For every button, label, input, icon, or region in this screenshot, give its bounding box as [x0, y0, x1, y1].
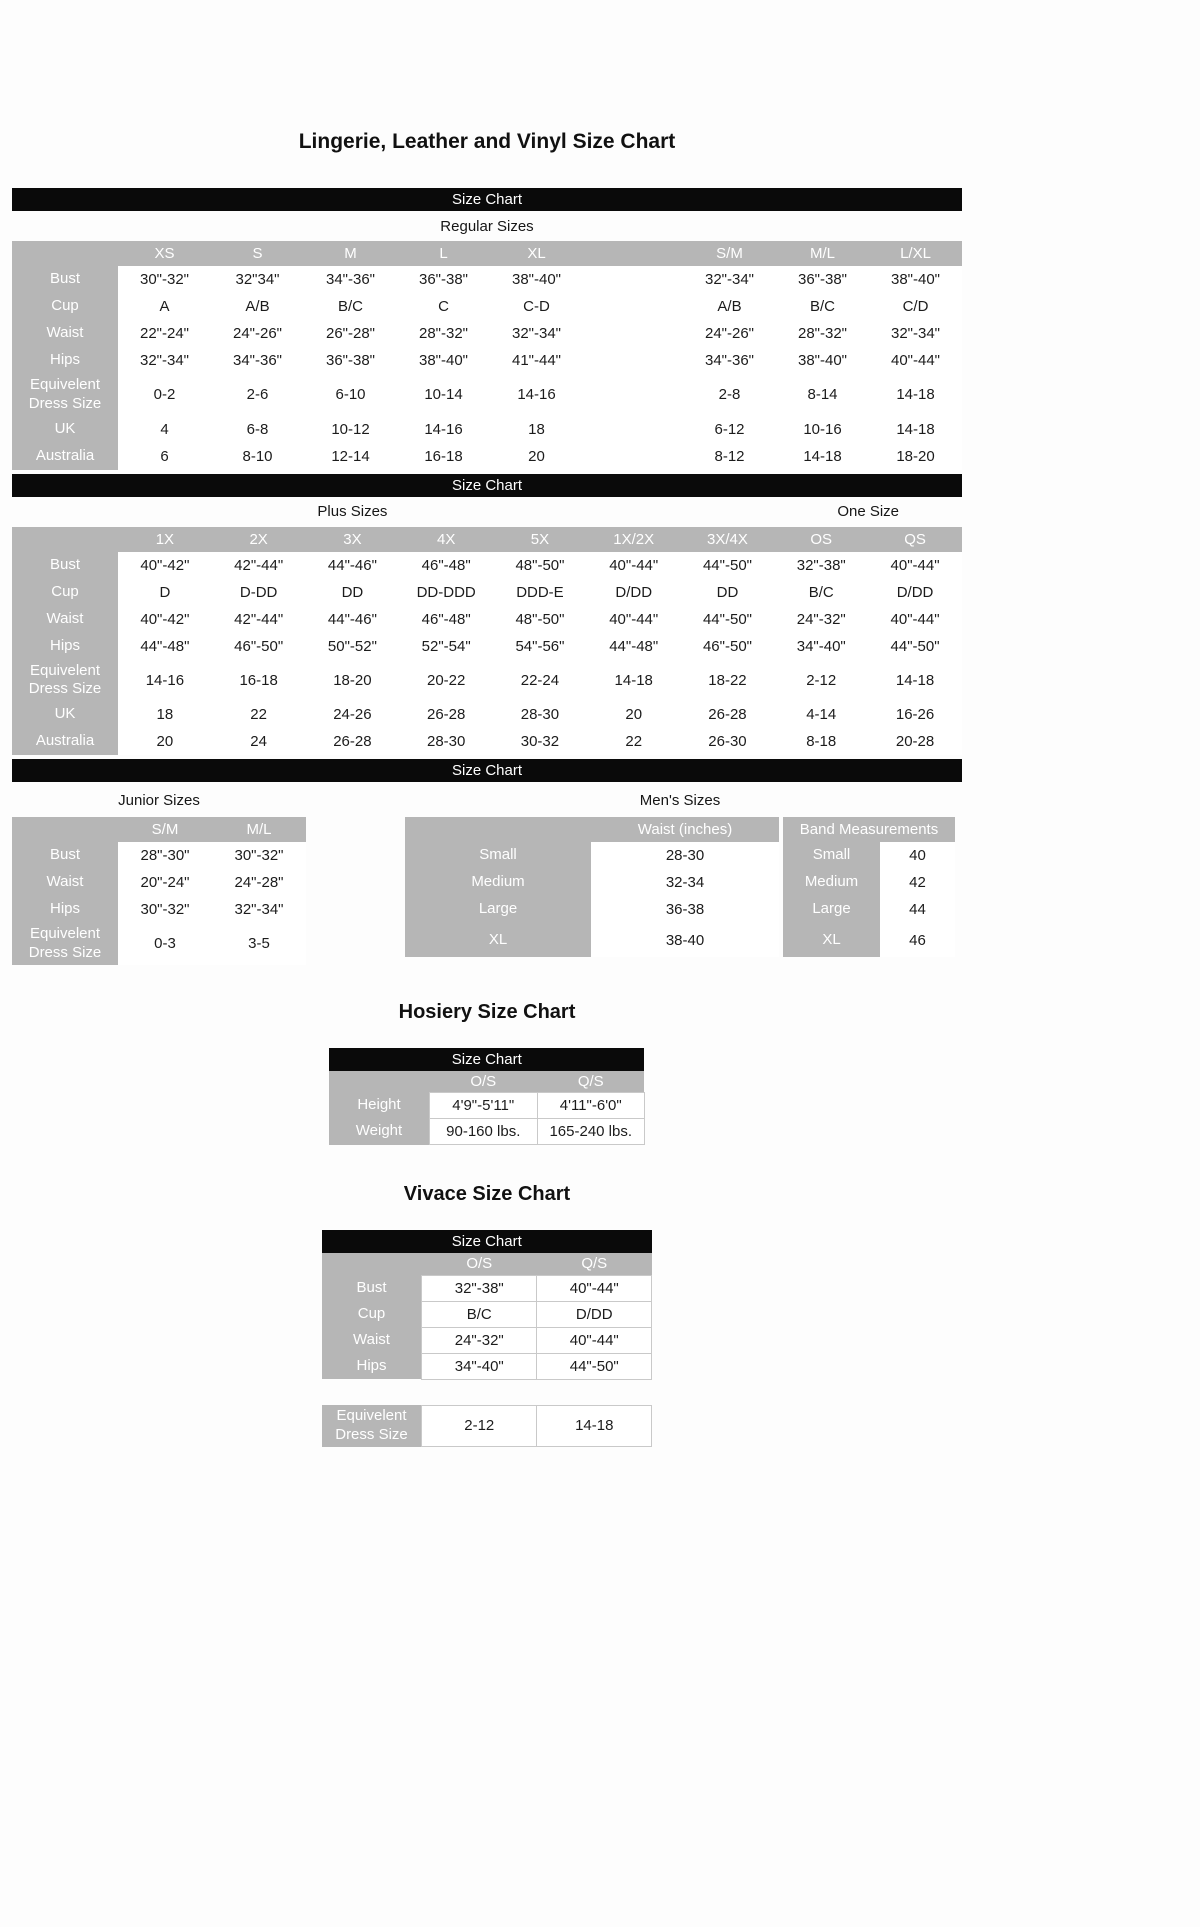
table-cell: 40	[880, 842, 955, 869]
row-label: Equivelent Dress Size	[12, 660, 118, 702]
section-label-row	[12, 211, 962, 241]
vivace-title: Vivace Size Chart	[403, 1183, 571, 1205]
spacer-row	[322, 1379, 652, 1405]
column-header: 4X	[399, 527, 493, 552]
table-cell: 22-24	[493, 660, 587, 702]
table-cell	[583, 293, 683, 320]
table-cell: 48"-50"	[493, 606, 587, 633]
row-label: Small	[781, 842, 880, 869]
table-cell: 28-30	[399, 728, 493, 755]
table-cell: A/B	[683, 293, 776, 320]
column-header: 2X	[212, 527, 306, 552]
regular-sizes-label: Regular Sizes	[12, 211, 962, 241]
table-cell: 14-16	[397, 416, 490, 443]
table-cell: 32"-34"	[118, 347, 211, 374]
table-cell: 54"-56"	[493, 633, 587, 660]
row-label: Bust	[12, 842, 118, 869]
table-cell	[583, 443, 683, 470]
table-cell: D/DD	[537, 1301, 652, 1327]
table-cell	[583, 347, 683, 374]
size-chart-bar: Size Chart	[12, 474, 962, 497]
table-row	[405, 896, 955, 923]
column-header: L/XL	[869, 241, 962, 266]
row-label: Waist	[12, 606, 118, 633]
junior-sizes-label: Junior Sizes	[118, 792, 200, 809]
row-label: Medium	[405, 869, 591, 896]
row-label: Hips	[12, 347, 118, 374]
table-cell: 36-38	[591, 896, 781, 923]
page-title: Lingerie, Leather and Vinyl Size Chart	[298, 130, 676, 153]
table-cell: 40"-44"	[537, 1327, 652, 1353]
table-cell: 50"-52"	[306, 633, 400, 660]
table-cell	[583, 266, 683, 293]
table-cell: 40"-44"	[587, 606, 681, 633]
table-cell: 28-30	[591, 842, 781, 869]
row-label: Hips	[12, 896, 118, 923]
table-cell: 18	[490, 416, 583, 443]
table-cell: B/C	[776, 293, 869, 320]
row-label: Waist	[12, 320, 118, 347]
table-cell: 2-12	[774, 660, 868, 702]
row-label: UK	[12, 701, 118, 728]
table-row	[12, 320, 962, 347]
table-cell: 22	[212, 701, 306, 728]
table-cell: 24"-26"	[211, 320, 304, 347]
column-header: S/M	[683, 241, 776, 266]
table-cell: 8-10	[211, 443, 304, 470]
table-cell: 34"-36"	[683, 347, 776, 374]
table-row	[12, 606, 962, 633]
table-cell: 36"-38"	[397, 266, 490, 293]
corner-cell	[405, 817, 591, 842]
table-cell: 26-30	[681, 728, 775, 755]
table-row	[12, 869, 306, 896]
row-label: XL	[405, 923, 591, 957]
table-cell: 30"-32"	[212, 842, 306, 869]
table-row	[322, 1405, 652, 1447]
column-header	[583, 241, 683, 266]
row-label: Bust	[322, 1275, 422, 1301]
row-label: Cup	[322, 1301, 422, 1327]
row-label: Hips	[12, 633, 118, 660]
row-label: Cup	[12, 293, 118, 320]
table-cell: 3-5	[212, 923, 306, 965]
table-cell	[583, 416, 683, 443]
table-row	[12, 660, 962, 702]
hosiery-title: Hosiery Size Chart	[398, 1000, 576, 1023]
content-column	[12, 0, 962, 1447]
table-cell: 40"-44"	[868, 606, 962, 633]
spacer-cell	[12, 497, 118, 527]
table-cell: 2-12	[422, 1405, 537, 1447]
table-cell: 26-28	[306, 728, 400, 755]
table-cell: 4	[118, 416, 211, 443]
table-cell: 24"-28"	[212, 869, 306, 896]
size-chart-bar-row	[329, 1048, 644, 1071]
table-cell: 14-18	[587, 660, 681, 702]
corner-cell	[12, 817, 118, 842]
table-cell: 14-18	[868, 660, 962, 702]
table-cell: 20-22	[399, 660, 493, 702]
mens-sizes-label: Men's Sizes	[639, 792, 721, 809]
table-cell: 40"-44"	[537, 1275, 652, 1301]
table-cell: 28-30	[493, 701, 587, 728]
section-label-row	[12, 497, 962, 527]
table-cell: 8-12	[683, 443, 776, 470]
table-cell: B/C	[304, 293, 397, 320]
table-cell: 44	[880, 896, 955, 923]
size-chart-bar: Size Chart	[12, 759, 962, 782]
table-row	[12, 701, 962, 728]
column-header: O/S	[422, 1253, 537, 1275]
table-cell: 52"-54"	[399, 633, 493, 660]
spacer-cell	[537, 1379, 652, 1405]
column-header: Q/S	[537, 1253, 652, 1275]
column-header: M/L	[212, 817, 306, 842]
table-cell: 10-16	[776, 416, 869, 443]
table-cell: C-D	[490, 293, 583, 320]
corner-cell	[12, 527, 118, 552]
table-row	[322, 1327, 652, 1353]
row-label: Bust	[12, 552, 118, 579]
row-label: Small	[405, 842, 591, 869]
spacer-cell	[322, 1379, 422, 1405]
table-cell: 8-14	[776, 374, 869, 416]
table-cell: DD-DDD	[399, 579, 493, 606]
row-label: Australia	[12, 728, 118, 755]
table-cell: 32"-34"	[683, 266, 776, 293]
table-cell: 38"-40"	[490, 266, 583, 293]
column-header-row	[12, 527, 962, 552]
table-cell: 14-18	[776, 443, 869, 470]
table-row	[12, 374, 962, 416]
column-header: OS	[774, 527, 868, 552]
table-cell: 44"-50"	[681, 552, 775, 579]
junior-mens-section	[12, 785, 962, 965]
column-header: L	[397, 241, 490, 266]
table-row	[12, 552, 962, 579]
table-cell: 26-28	[681, 701, 775, 728]
table-cell: D-DD	[212, 579, 306, 606]
table-cell: 20-28	[868, 728, 962, 755]
table-cell: C	[397, 293, 490, 320]
table-cell: 32"34"	[211, 266, 304, 293]
column-header: O/S	[429, 1071, 537, 1093]
table-row	[322, 1301, 652, 1327]
table-cell: 10-12	[304, 416, 397, 443]
table-row	[12, 266, 962, 293]
table-row	[12, 443, 962, 470]
table-cell: 46"-50"	[212, 633, 306, 660]
one-size-label: One Size	[774, 497, 962, 527]
table-cell: 32-34	[591, 869, 781, 896]
table-cell: B/C	[422, 1301, 537, 1327]
table-row	[405, 923, 955, 957]
table-cell: 14-18	[869, 416, 962, 443]
table-cell: 32"-34"	[490, 320, 583, 347]
row-label: Bust	[12, 266, 118, 293]
table-cell: 20	[490, 443, 583, 470]
column-header: Q/S	[537, 1071, 644, 1093]
table-cell: 2-6	[211, 374, 304, 416]
table-cell: 4-14	[774, 701, 868, 728]
hosiery-table	[329, 1048, 645, 1146]
table-cell: 20	[118, 728, 212, 755]
row-label: Weight	[329, 1119, 429, 1145]
table-cell	[583, 320, 683, 347]
waist-inches-header: Waist (inches)	[591, 817, 781, 842]
table-cell: 16-26	[868, 701, 962, 728]
table-row	[322, 1275, 652, 1301]
table-cell: 36"-38"	[304, 347, 397, 374]
table-cell: 8-18	[774, 728, 868, 755]
table-row	[12, 293, 962, 320]
mens-sizes-block	[405, 785, 955, 957]
table-row	[329, 1119, 644, 1145]
table-cell: 28"-32"	[776, 320, 869, 347]
table-row	[405, 842, 955, 869]
row-label: Equivelent Dress Size	[12, 374, 118, 416]
table-cell: 40"-44"	[587, 552, 681, 579]
table-row	[12, 923, 306, 965]
table-cell: 14-18	[869, 374, 962, 416]
table-cell: C/D	[869, 293, 962, 320]
table-cell: 46"-48"	[399, 606, 493, 633]
band-measurements-header: Band Measurements	[781, 817, 955, 842]
table-cell: 32"-34"	[212, 896, 306, 923]
table-cell: 42"-44"	[212, 606, 306, 633]
table-cell: 32"-34"	[869, 320, 962, 347]
table-cell: DD	[306, 579, 400, 606]
column-header: QS	[868, 527, 962, 552]
table-cell: 48"-50"	[493, 552, 587, 579]
column-header: S	[211, 241, 304, 266]
table-row	[12, 579, 962, 606]
table-cell: 90-160 lbs.	[429, 1119, 537, 1145]
table-cell: 46"-50"	[681, 633, 775, 660]
table-cell: B/C	[774, 579, 868, 606]
table-cell: 0-3	[118, 923, 212, 965]
column-header-row	[405, 817, 955, 842]
row-label: Waist	[12, 869, 118, 896]
table-cell: D/DD	[587, 579, 681, 606]
size-chart-bar: Size Chart	[322, 1230, 652, 1253]
table-cell: 18	[118, 701, 212, 728]
table-cell: 46	[880, 923, 955, 957]
table-cell: 0-2	[118, 374, 211, 416]
table-cell: DD	[681, 579, 775, 606]
table-row	[12, 633, 962, 660]
column-header: M/L	[776, 241, 869, 266]
column-header: M	[304, 241, 397, 266]
table-row	[12, 416, 962, 443]
table-cell: 12-14	[304, 443, 397, 470]
size-chart-bar: Size Chart	[329, 1048, 644, 1071]
column-header: XS	[118, 241, 211, 266]
table-row	[329, 1093, 644, 1119]
regular-sizes-table	[12, 211, 962, 470]
size-chart-bar: Size Chart	[12, 188, 962, 211]
column-header: 1X	[118, 527, 212, 552]
spacer-cell	[587, 497, 775, 527]
table-cell: A/B	[211, 293, 304, 320]
table-row	[322, 1353, 652, 1379]
table-cell: 2-8	[683, 374, 776, 416]
table-cell	[583, 374, 683, 416]
table-cell: 32"-38"	[422, 1275, 537, 1301]
table-cell: 44"-48"	[118, 633, 212, 660]
table-cell: 24"-26"	[683, 320, 776, 347]
table-cell: 20	[587, 701, 681, 728]
table-cell: 44"-50"	[868, 633, 962, 660]
column-header-row	[322, 1253, 652, 1275]
table-cell: 34"-36"	[304, 266, 397, 293]
column-header: 5X	[493, 527, 587, 552]
table-cell: 32"-38"	[774, 552, 868, 579]
table-cell: 28"-32"	[397, 320, 490, 347]
table-cell: 18-22	[681, 660, 775, 702]
plus-sizes-table	[12, 497, 962, 756]
table-cell: 6-10	[304, 374, 397, 416]
table-cell: 30-32	[493, 728, 587, 755]
table-cell: 24	[212, 728, 306, 755]
table-cell: 6-12	[683, 416, 776, 443]
table-cell: 16-18	[212, 660, 306, 702]
table-cell: 14-16	[118, 660, 212, 702]
table-cell: 6	[118, 443, 211, 470]
table-cell: 40"-44"	[869, 347, 962, 374]
size-chart-bar-row	[322, 1230, 652, 1253]
table-cell: 40"-44"	[868, 552, 962, 579]
table-cell: 34"-40"	[422, 1353, 537, 1379]
table-row	[405, 869, 955, 896]
table-cell: 30"-32"	[118, 896, 212, 923]
table-cell: 46"-48"	[399, 552, 493, 579]
corner-cell	[329, 1071, 429, 1093]
junior-sizes-table	[12, 817, 306, 965]
table-cell: 38"-40"	[397, 347, 490, 374]
plus-sizes-label: Plus Sizes	[118, 497, 587, 527]
column-header-row	[329, 1071, 644, 1093]
table-cell: 14-18	[537, 1405, 652, 1447]
table-cell: DDD-E	[493, 579, 587, 606]
row-label: XL	[781, 923, 880, 957]
row-label: Hips	[322, 1353, 422, 1379]
column-header: XL	[490, 241, 583, 266]
table-cell: 24"-32"	[422, 1327, 537, 1353]
table-cell: 165-240 lbs.	[537, 1119, 644, 1145]
table-cell: 42"-44"	[212, 552, 306, 579]
corner-cell	[12, 241, 118, 266]
table-cell: 44"-50"	[537, 1353, 652, 1379]
row-label: Large	[405, 896, 591, 923]
table-cell: 36"-38"	[776, 266, 869, 293]
table-cell: A	[118, 293, 211, 320]
column-header: 3X/4X	[681, 527, 775, 552]
row-label: UK	[12, 416, 118, 443]
table-cell: 26"-28"	[304, 320, 397, 347]
table-cell: 20"-24"	[118, 869, 212, 896]
table-cell: 4'11"-6'0"	[537, 1093, 644, 1119]
table-cell: 44"-50"	[681, 606, 775, 633]
row-label: Cup	[12, 579, 118, 606]
table-cell: 16-18	[397, 443, 490, 470]
table-cell: 34"-36"	[211, 347, 304, 374]
table-cell: 18-20	[869, 443, 962, 470]
table-cell: D	[118, 579, 212, 606]
table-row	[12, 728, 962, 755]
table-cell: 44"-46"	[306, 552, 400, 579]
column-header: 3X	[306, 527, 400, 552]
table-row	[12, 842, 306, 869]
column-header: S/M	[118, 817, 212, 842]
table-cell: 38-40	[591, 923, 781, 957]
mens-sizes-table	[405, 817, 955, 957]
table-cell: 24"-32"	[774, 606, 868, 633]
column-header-row	[12, 241, 962, 266]
row-label: Medium	[781, 869, 880, 896]
table-cell: 14-16	[490, 374, 583, 416]
corner-cell	[322, 1253, 422, 1275]
table-cell: 18-20	[306, 660, 400, 702]
table-cell: 22	[587, 728, 681, 755]
table-cell: D/DD	[868, 579, 962, 606]
vivace-table	[322, 1230, 653, 1447]
table-cell: 41"-44"	[490, 347, 583, 374]
table-cell: 22"-24"	[118, 320, 211, 347]
spacer-cell	[422, 1379, 537, 1405]
table-cell: 38"-40"	[776, 347, 869, 374]
table-row	[12, 896, 306, 923]
table-cell: 26-28	[399, 701, 493, 728]
table-cell: 40"-42"	[118, 606, 212, 633]
table-cell: 40"-42"	[118, 552, 212, 579]
column-header: 1X/2X	[587, 527, 681, 552]
table-cell: 6-8	[211, 416, 304, 443]
row-label: Equivelent Dress Size	[12, 923, 118, 965]
table-cell: 44"-46"	[306, 606, 400, 633]
table-cell: 44"-48"	[587, 633, 681, 660]
table-row	[12, 347, 962, 374]
row-label: Large	[781, 896, 880, 923]
table-cell: 38"-40"	[869, 266, 962, 293]
row-label: Height	[329, 1093, 429, 1119]
row-label: Waist	[322, 1327, 422, 1353]
table-cell: 10-14	[397, 374, 490, 416]
row-label: Australia	[12, 443, 118, 470]
table-cell: 42	[880, 869, 955, 896]
table-cell: 34"-40"	[774, 633, 868, 660]
table-cell: 30"-32"	[118, 266, 211, 293]
row-label: Equivelent Dress Size	[322, 1405, 422, 1447]
table-cell: 4'9"-5'11"	[429, 1093, 537, 1119]
table-cell: 24-26	[306, 701, 400, 728]
column-header-row	[12, 817, 306, 842]
table-cell: 28"-30"	[118, 842, 212, 869]
junior-sizes-block	[12, 785, 306, 965]
